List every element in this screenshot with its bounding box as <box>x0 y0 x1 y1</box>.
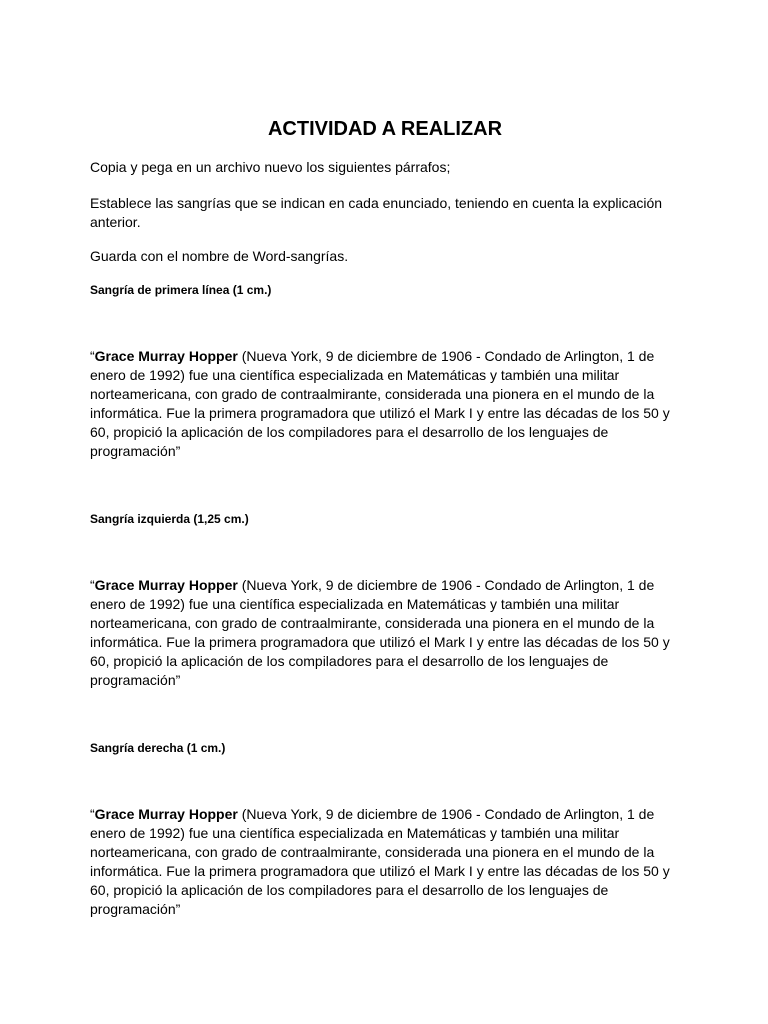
quote-name: Grace Murray Hopper <box>94 806 238 822</box>
quote-open-mark: “ <box>90 348 95 364</box>
quote-open-mark: “ <box>90 806 95 822</box>
document-title: ACTIVIDAD A REALIZAR <box>267 118 503 140</box>
quote-body: (Nueva York, 9 de diciembre de 1906 - Condado de Arlington, 1 de enero de 1992) fue una científica especializada en Matemáticas y también una militar norteamericana, con grado de contraalmirante, considerada una pionera en el mundo de la informática. Fue la primera programadora que utilizó el Mark I y entre las décadas de los 50 y 60, propició la aplicación de los compiladores para el desarrollo de los lenguajes de programación” <box>90 806 670 917</box>
instruction-copy-paste: Copia y pega en un archivo nuevo los siguientes párrafos; <box>90 159 451 175</box>
quote-paragraph-right-indent <box>90 805 680 919</box>
quote-body: (Nueva York, 9 de diciembre de 1906 - Condado de Arlington, 1 de enero de 1992) fue una científica especializada en Matemáticas y también una militar norteamericana, con grado de contraalmirante, considerada una pionera en el mundo de la informática. Fue la primera programadora que utilizó el Mark I y entre las décadas de los 50 y 60, propició la aplicación de los compiladores para el desarrollo de los lenguajes de programación” <box>90 348 670 459</box>
instruction-set-indents: Establece las sangrías que se indican en cada enunciado, teniendo en cuenta la explicación anterior. <box>90 195 663 230</box>
quote-name: Grace Murray Hopper <box>94 348 238 364</box>
quote-name: Grace Murray Hopper <box>94 577 238 593</box>
quote-body: (Nueva York, 9 de diciembre de 1906 - Condado de Arlington, 1 de enero de 1992) fue una científica especializada en Matemáticas y también una militar norteamericana, con grado de contraalmirante, considerada una pionera en el mundo de la informática. Fue la primera programadora que utilizó el Mark I y entre las décadas de los 50 y 60, propició la aplicación de los compiladores para el desarrollo de los lenguajes de programación” <box>90 577 670 688</box>
quote-paragraph-first-line <box>90 347 680 461</box>
quote-paragraph-left-indent <box>90 576 680 690</box>
quote-open-mark: “ <box>90 577 95 593</box>
section-heading-left-indent: Sangría izquierda (1,25 cm.) <box>90 512 249 526</box>
section-heading-first-line: Sangría de primera línea (1 cm.) <box>90 283 272 297</box>
section-heading-right-indent: Sangría derecha (1 cm.) <box>90 741 226 755</box>
instruction-save-as: Guarda con el nombre de Word-sangrías. <box>90 248 349 264</box>
